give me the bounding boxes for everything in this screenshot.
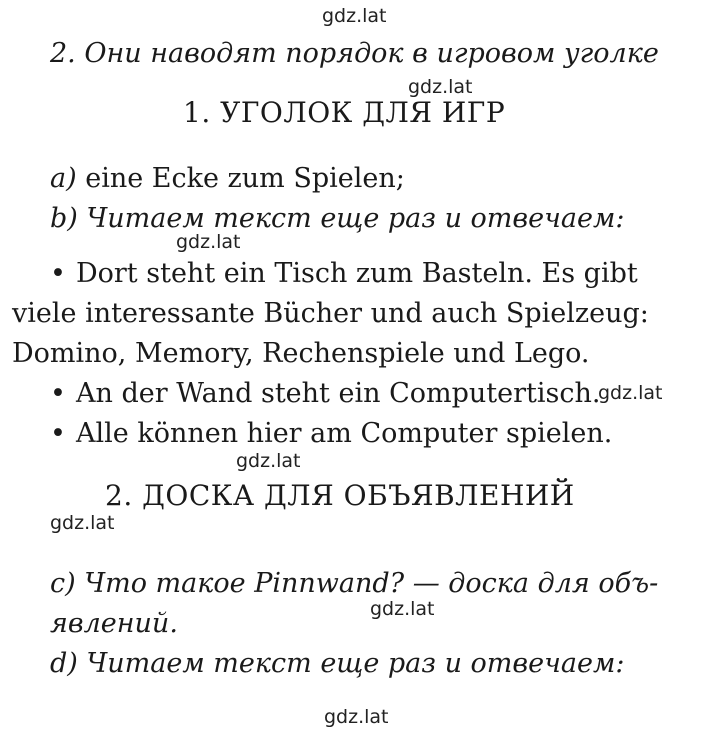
- watermark: gdz.lat: [322, 5, 387, 27]
- watermark: gdz.lat: [408, 76, 473, 98]
- section-heading-games-corner: 1. УГОЛОК ДЛЯ ИГР: [183, 96, 506, 129]
- item-c-line-1: c) Что такое Pinnwand? — доска для объ-: [50, 568, 659, 599]
- watermark: gdz.lat: [236, 450, 301, 472]
- item-c-line-2: явлений.: [50, 608, 178, 639]
- section-heading-notice-board: 2. ДОСКА ДЛЯ ОБЪЯВЛЕНИЙ: [105, 479, 575, 512]
- watermark: gdz.lat: [370, 598, 435, 620]
- exercise-title: 2. Они наводят порядок в игровом уголке: [50, 38, 659, 69]
- bullet-1-line-1: [50, 260, 638, 287]
- bullet-icon: •: [50, 258, 66, 289]
- watermark: gdz.lat: [324, 706, 389, 728]
- item-a: [50, 165, 405, 192]
- watermark: gdz.lat: [598, 382, 663, 404]
- bullet-icon: •: [50, 378, 66, 409]
- bullet-1-line-2: viele interessante Bücher und auch Spielzeug:: [12, 298, 649, 329]
- bullet-1-line-3: Domino, Memory, Rechenspiele und Lego.: [12, 338, 590, 369]
- bullet-icon: •: [50, 418, 66, 449]
- item-b: b) Читаем текст еще раз и отвечаем:: [50, 203, 625, 234]
- bullet-1-text: Dort steht ein Tisch zum Basteln. Es gibt: [76, 258, 638, 289]
- item-a-marker: a): [50, 163, 77, 194]
- item-a-text: eine Ecke zum Spielen;: [85, 163, 405, 194]
- bullet-3-text: Alle können hier am Computer spielen.: [76, 418, 613, 449]
- bullet-3: [50, 420, 612, 447]
- bullet-2-text: An der Wand steht ein Computertisch.: [76, 378, 601, 409]
- watermark: gdz.lat: [176, 231, 241, 253]
- bullet-2: [50, 380, 600, 407]
- watermark: gdz.lat: [50, 512, 115, 534]
- item-d: d) Читаем текст еще раз и отвечаем:: [50, 648, 625, 679]
